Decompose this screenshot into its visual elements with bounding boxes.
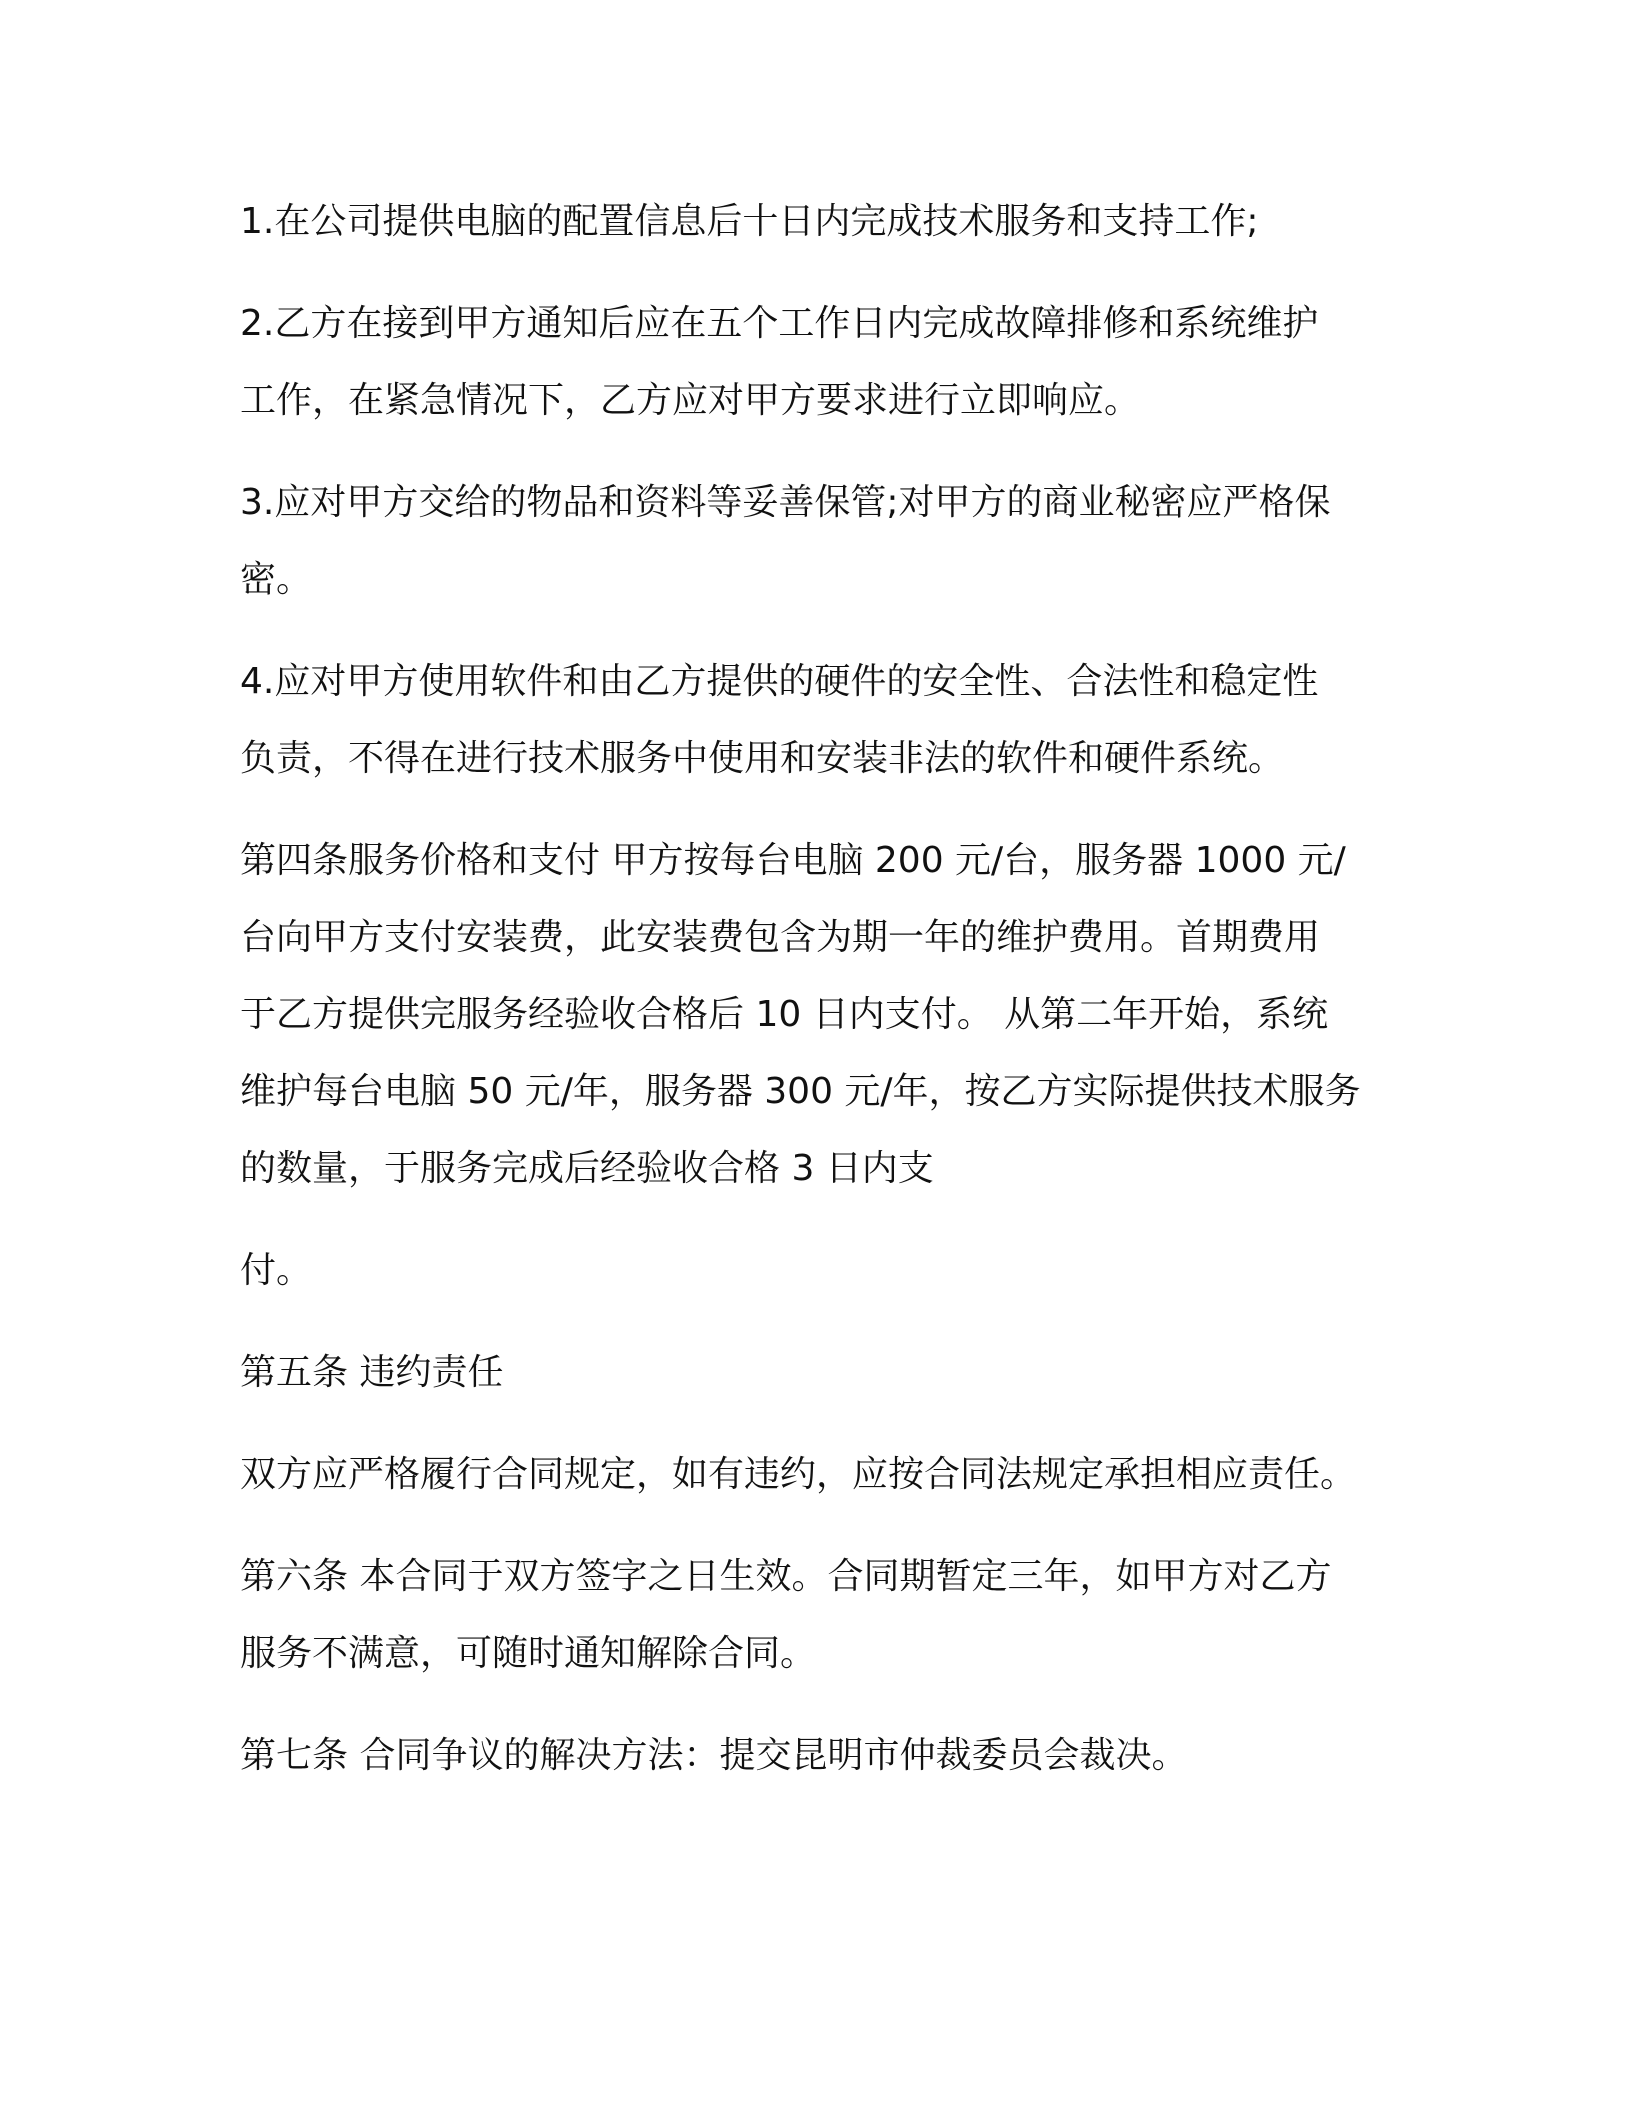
text-line: 3.应对甲方交给的物品和资料等妥善保管;对甲方的商业秘密应严格保 — [240, 482, 1331, 523]
article-6 — [240, 1538, 1390, 1692]
text-line: 服务不满意，可随时通知解除合同。 — [240, 1633, 817, 1674]
clause-item-3 — [240, 464, 1390, 618]
text-line: 的数量，于服务完成后经验收合格 3 日内支 — [240, 1148, 934, 1189]
text-line: 第五条 违约责任 — [240, 1352, 504, 1393]
text-line: 第四条服务价格和支付 甲方按每台电脑 200 元/台，服务器 1000 元/ — [240, 840, 1346, 881]
article-5-heading — [240, 1334, 1390, 1411]
article-5-body — [240, 1436, 1390, 1513]
clause-item-1 — [240, 183, 1390, 260]
article-7 — [240, 1717, 1390, 1794]
clause-item-4 — [240, 643, 1390, 797]
document-body — [240, 183, 1390, 1819]
text-line: 维护每台电脑 50 元/年，服务器 300 元/年，按乙方实际提供技术服务 — [240, 1071, 1361, 1112]
clause-item-2 — [240, 285, 1390, 439]
text-line: 第六条 本合同于双方签字之日生效。合同期暂定三年，如甲方对乙方 — [240, 1556, 1332, 1597]
text-line: 第七条 合同争议的解决方法：提交昆明市仲裁委员会裁决。 — [240, 1735, 1188, 1776]
text-line: 于乙方提供完服务经验收合格后 10 日内支付。 从第二年开始，系统 — [240, 994, 1329, 1035]
text-line: 付。 — [240, 1250, 313, 1291]
text-line: 负责，不得在进行技术服务中使用和安装非法的软件和硬件系统。 — [240, 738, 1285, 779]
text-line: 双方应严格履行合同规定，如有违约，应按合同法规定承担相应责任。 — [240, 1454, 1357, 1495]
article-4-continuation — [240, 1232, 1390, 1309]
text-line: 台向甲方支付安装费，此安装费包含为期一年的维护费用。首期费用 — [240, 917, 1321, 958]
text-line: 4.应对甲方使用软件和由乙方提供的硬件的安全性、合法性和稳定性 — [240, 661, 1319, 702]
text-line: 密。 — [240, 559, 313, 600]
text-line: 1.在公司提供电脑的配置信息后十日内完成技术服务和支持工作; — [240, 201, 1259, 242]
text-line: 2.乙方在接到甲方通知后应在五个工作日内完成故障排修和系统维护 — [240, 303, 1319, 344]
text-line: 工作，在紧急情况下，乙方应对甲方要求进行立即响应。 — [240, 380, 1141, 421]
article-4-pricing — [240, 822, 1390, 1207]
